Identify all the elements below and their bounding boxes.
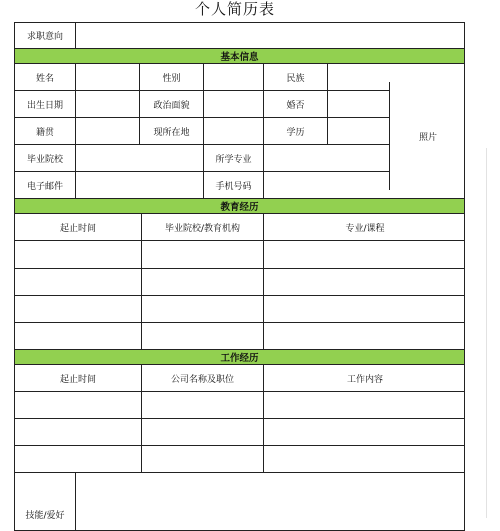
edu-period-input[interactable]	[15, 296, 141, 322]
table-row	[15, 419, 464, 446]
education-level-label: 学历	[263, 118, 327, 144]
page-title: 个人简历表	[194, 0, 275, 18]
name-label: 姓名	[35, 73, 54, 84]
edu-col-major: 专业/课程	[263, 214, 465, 240]
email-label: 电子邮件	[26, 181, 63, 192]
edu-period-input[interactable]	[15, 323, 141, 349]
work-col-period: 起止时间	[59, 374, 96, 385]
residence-input[interactable]	[203, 118, 263, 144]
name-input[interactable]	[75, 64, 139, 90]
work-header: 工作经历	[15, 350, 464, 365]
edu-school-input[interactable]	[141, 323, 263, 349]
scroll-edge	[486, 148, 487, 518]
ethnicity-input[interactable]	[327, 64, 389, 90]
phone-label: 手机号码	[203, 172, 263, 198]
politics-label: 政治面貌	[139, 91, 203, 117]
politics-input[interactable]	[203, 91, 263, 117]
gender-input[interactable]	[203, 64, 263, 90]
gender-label: 性别	[139, 64, 203, 90]
apply-label: 求职意向	[26, 32, 63, 42]
origin-label: 籍贯	[35, 127, 54, 138]
work-period-input[interactable]	[15, 392, 141, 418]
edu-school-input[interactable]	[141, 296, 263, 322]
residence-label: 现所在地	[139, 118, 203, 144]
work-company-input[interactable]	[141, 392, 263, 418]
origin-input[interactable]	[75, 118, 139, 144]
edu-major-input[interactable]	[263, 296, 465, 322]
table-row	[15, 323, 464, 350]
skills-label: 技能/爱好	[25, 511, 65, 521]
work-company-input[interactable]	[141, 419, 263, 445]
education-level-input[interactable]	[327, 118, 389, 144]
edu-school-input[interactable]	[141, 241, 263, 268]
photo-label: 照片	[418, 132, 437, 143]
education-header: 教育经历	[15, 199, 464, 214]
resume-form	[14, 22, 465, 531]
marital-label: 婚否	[263, 91, 327, 117]
work-content-input[interactable]	[263, 392, 465, 418]
edu-major-input[interactable]	[263, 323, 465, 349]
school-label: 毕业院校	[26, 154, 63, 165]
photo-placeholder[interactable]	[389, 82, 465, 190]
edu-major-input[interactable]	[263, 269, 465, 295]
ethnicity-label: 民族	[263, 64, 327, 90]
major-input[interactable]	[263, 145, 389, 171]
birth-label: 出生日期	[26, 100, 63, 111]
table-row	[15, 296, 464, 323]
table-row	[15, 269, 464, 296]
edu-period-input[interactable]	[15, 269, 141, 295]
marital-input[interactable]	[327, 91, 389, 117]
work-company-input[interactable]	[141, 446, 263, 472]
table-row	[15, 241, 464, 269]
skills-row	[15, 473, 464, 531]
edu-col-period: 起止时间	[59, 223, 96, 234]
skills-input[interactable]	[75, 473, 465, 531]
school-input[interactable]	[75, 145, 203, 171]
basic-info-header: 基本信息	[15, 49, 464, 64]
work-col-content: 工作内容	[263, 365, 465, 391]
table-row	[15, 392, 464, 419]
work-columns	[15, 365, 464, 392]
work-content-input[interactable]	[263, 446, 465, 472]
major-label: 所学专业	[203, 145, 263, 171]
work-col-company: 公司名称及职位	[141, 365, 263, 391]
edu-col-school: 毕业院校/教育机构	[141, 214, 263, 240]
work-period-input[interactable]	[15, 419, 141, 445]
email-input[interactable]	[75, 172, 203, 198]
work-content-input[interactable]	[263, 419, 465, 445]
edu-period-input[interactable]	[15, 241, 141, 268]
table-row	[15, 446, 464, 473]
apply-input[interactable]	[75, 23, 465, 48]
edu-major-input[interactable]	[263, 241, 465, 268]
birth-input[interactable]	[75, 91, 139, 117]
edu-school-input[interactable]	[141, 269, 263, 295]
work-period-input[interactable]	[15, 446, 141, 472]
apply-row	[15, 23, 464, 49]
education-columns	[15, 214, 464, 241]
